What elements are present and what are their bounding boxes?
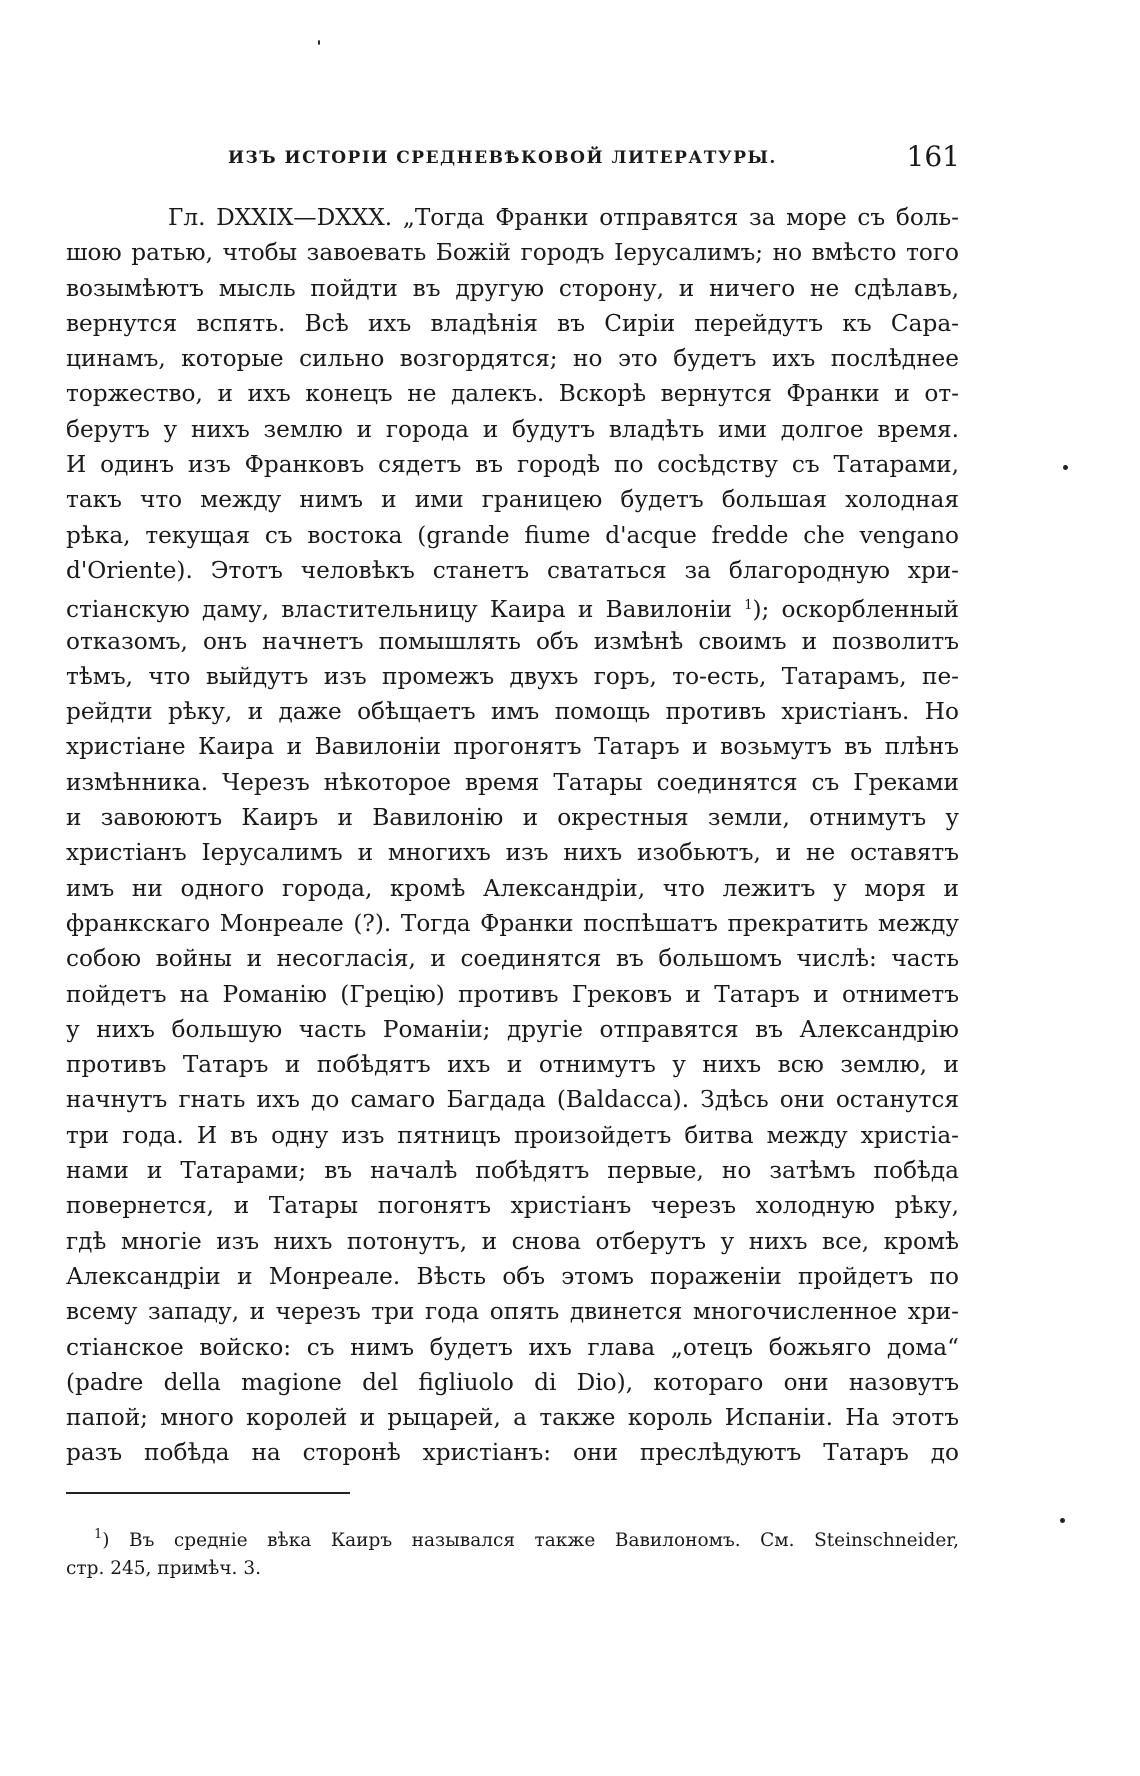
text-line: рейдти рѣку, и даже обѣщаетъ имъ помощь противъ христіанъ. Но — [66, 698, 959, 726]
text-line: Гл. DXXIX—DXXX. „Тогда Франки отправятся за море съ боль- — [168, 204, 959, 231]
text-line: имъ ни одного города, кромѣ Александріи, что лежитъ у моря и — [66, 874, 959, 902]
text-line: И одинъ изъ Франковъ сядетъ въ городѣ по сосѣдству съ Татарами, — [66, 451, 959, 479]
text-line: у нихъ большую часть Романіи; другіе отправятся въ Александрію — [66, 1015, 959, 1043]
text-line: возымѣютъ мысль пойдти въ другую сторону, и ничего не сдѣлавъ, — [66, 274, 959, 302]
page-number: 161 — [906, 140, 960, 173]
scan-speck — [1063, 465, 1068, 470]
footnote-text: ) Въ средніе вѣка Каиръ назывался также Вавилономъ. См. Steinschneider, — [102, 1530, 959, 1551]
text-line-part: стіанскую даму, властительницу Каира и Вавилоніи — [66, 596, 732, 624]
text-line: нами и Татарами; въ началѣ побѣдятъ первые, но затѣмъ побѣда — [66, 1157, 959, 1185]
footnote-line — [66, 1518, 959, 1552]
scan-speck — [318, 40, 320, 45]
footnote-marker: 1 — [94, 1527, 103, 1542]
text-line-with-footnote-ref — [66, 588, 959, 623]
text-line: тѣмъ, что выйдутъ изъ промежъ двухъ горъ, то-есть, Татарамъ, пе- — [66, 662, 959, 690]
text-line: христіанъ Іерусалимъ и многихъ изъ нихъ изобьютъ, и не оставятъ — [66, 839, 959, 867]
main-text — [66, 200, 959, 1471]
text-line: христіане Каира и Вавилоніи прогонятъ Татаръ и возьмутъ въ плѣнъ — [66, 733, 959, 761]
text-line: гдѣ многіе изъ нихъ потонутъ, и снова отберутъ у нихъ все, кромѣ — [66, 1227, 959, 1255]
text-line: вернутся вспять. Всѣ ихъ владѣнія въ Сиріи перейдутъ къ Сара- — [66, 309, 959, 337]
text-line: (padre della magione del figliuolo di Dio), котораго они назовутъ — [66, 1368, 959, 1396]
text-line: измѣнника. Черезъ нѣкоторое время Татары соединятся съ Греками — [66, 768, 959, 796]
page-header — [228, 140, 960, 180]
text-line: всему западу, и черезъ три года опять двинется многочисленное хри- — [66, 1298, 959, 1326]
footnote-reference[interactable]: 1 — [744, 598, 753, 614]
text-line: Александріи и Монреале. Вѣсть объ этомъ пораженіи пройдетъ по — [66, 1262, 959, 1290]
text-line: франкскаго Монреале (?). Тогда Франки поспѣшатъ прекратить между — [66, 909, 959, 937]
footnote-line: стр. 245, примѣч. 3. — [66, 1558, 261, 1579]
scan-speck — [1060, 1518, 1065, 1523]
text-line: папой; много королей и рыцарей, а также король Испаніи. На этотъ — [66, 1404, 959, 1432]
text-line: берутъ у нихъ землю и города и будутъ владѣть ими долгое время. — [66, 415, 959, 443]
text-line-part: ); оскорбленный — [752, 596, 959, 624]
text-line: d'Oriente). Этотъ человѣкъ станетъ свататься за благородную хри- — [66, 556, 959, 584]
text-line: отказомъ, онъ начнетъ помышлять объ измѣнѣ своимъ и позволитъ — [66, 627, 959, 655]
text-line: противъ Татаръ и побѣдятъ ихъ и отнимутъ у нихъ всю землю, и — [66, 1051, 959, 1079]
text-line: разъ побѣда на сторонѣ христіанъ: они преслѣдуютъ Татаръ до — [66, 1439, 959, 1467]
text-line: стіанское войско: съ нимъ будетъ ихъ глава „отецъ божьяго дома“ — [66, 1333, 959, 1361]
text-line: торжество, и ихъ конецъ не далекъ. Вскорѣ вернутся Франки и от- — [66, 380, 959, 408]
text-line: пойдетъ на Романію (Грецію) противъ Грековъ и Татаръ и отниметъ — [66, 980, 959, 1008]
text-line: начнутъ гнать ихъ до самаго Багдада (Baldacca). Здѣсь они останутся — [66, 1086, 959, 1114]
text-line: шою ратью, чтобы завоевать Божій городъ Іерусалимъ; но вмѣсто того — [66, 239, 959, 267]
text-line: три года. И въ одну изъ пятницъ произойдетъ битва между христіа- — [66, 1121, 959, 1149]
footnote-divider — [66, 1492, 350, 1494]
text-line: цинамъ, которые сильно возгордятся; но это будетъ ихъ послѣднее — [66, 345, 959, 373]
text-line: такъ что между нимъ и ими границею будетъ большая холодная — [66, 486, 959, 514]
text-line: собою войны и несогласія, и соединятся въ большомъ числѣ: часть — [66, 945, 959, 973]
running-head: ИЗЪ ИСТОРІИ СРЕДНЕВѢКОВОЙ ЛИТЕРАТУРЫ. — [228, 148, 777, 168]
text-line: повернется, и Татары погонятъ христіанъ черезъ холодную рѣку, — [66, 1192, 959, 1220]
text-line: рѣка, текущая съ востока (grande fiume d'acque fredde che vengano — [66, 521, 959, 549]
footnotes — [66, 1518, 959, 1586]
text-line: и завоюютъ Каиръ и Вавилонію и окрестныя земли, отнимутъ у — [66, 804, 959, 832]
